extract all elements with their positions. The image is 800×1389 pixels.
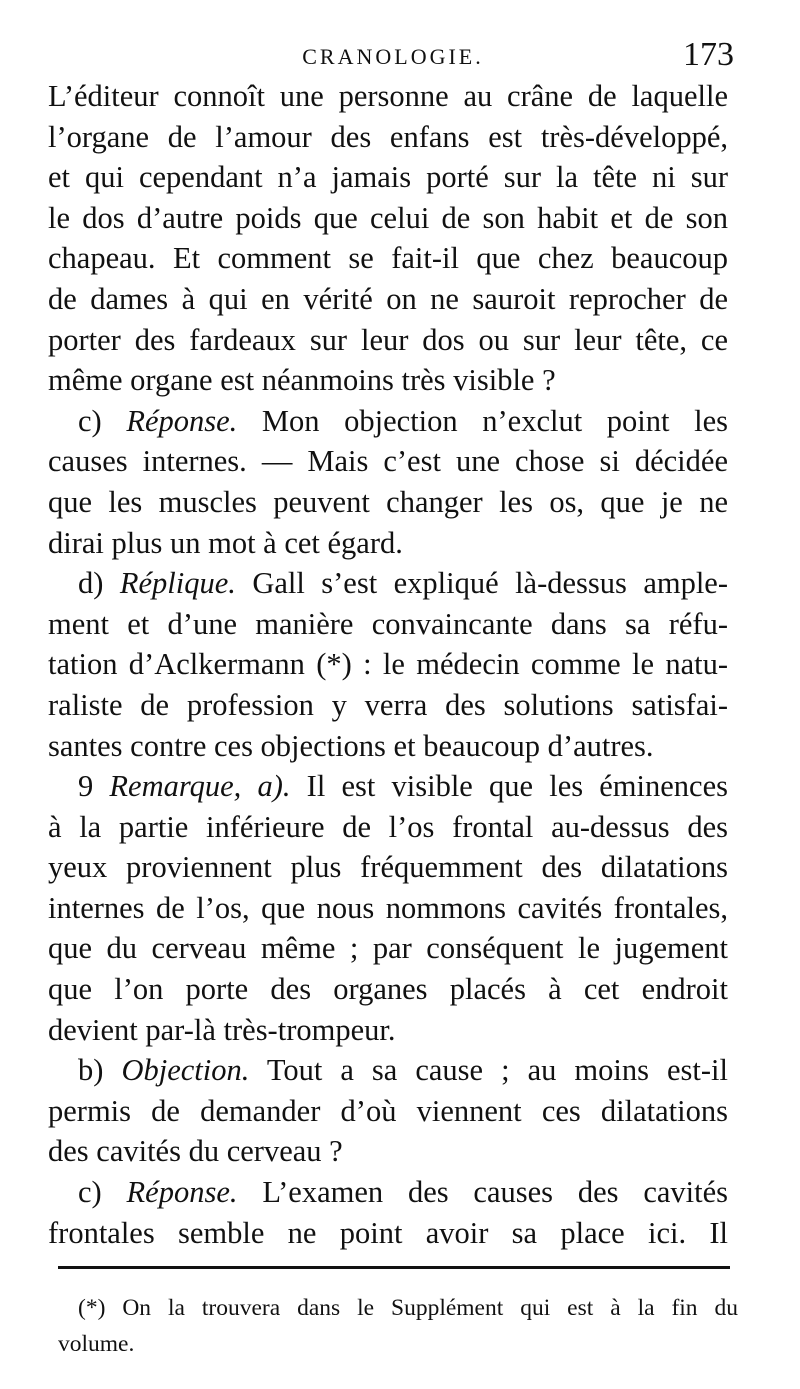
text-line: frontales semble ne point avoir sa place ici. Il <box>48 1215 728 1250</box>
text-line: santes contre ces objections et beaucoup d’autres. <box>48 728 654 763</box>
paragraph-label: c) <box>78 1175 102 1210</box>
footnote-line: volume. <box>58 1331 135 1357</box>
text-segment: Il est visible que les éminences <box>306 769 728 804</box>
paragraph-label: c) <box>78 403 102 438</box>
text-line: ment et d’une manière convaincante dans sa réfu- <box>48 606 728 641</box>
text-line: tation d’Aclkermann (*) : le médecin comme le natu- <box>48 647 728 682</box>
paragraph-b-objection-first-line <box>48 1050 728 1091</box>
paragraph-label: b) <box>78 1053 104 1088</box>
paragraph-keyword: Réplique. <box>119 566 236 601</box>
running-head <box>48 34 738 78</box>
paragraph-label: d) <box>78 566 104 601</box>
text-line: internes de l’os, que nous nommons cavités frontales, <box>48 890 728 925</box>
page-number: 173 <box>683 36 734 73</box>
text-segment: Tout a sa cause ; au moins est-il <box>266 1053 728 1088</box>
footnote-line: (*) On la trouvera dans le Supplément qui est à la fin du <box>78 1295 738 1321</box>
text-line: que l’on porte des organes placés à cet endroit <box>48 972 728 1007</box>
running-head-title: CRANOLOGIE. <box>302 44 484 69</box>
text-line: permis de demander d’où viennent ces dilatations <box>48 1093 728 1128</box>
footnote-divider <box>58 1266 730 1269</box>
body-text <box>48 76 728 1253</box>
text-line: causes internes. — Mais c’est une chose si décidée <box>48 444 728 479</box>
text-line: de dames à qui en vérité on ne sauroit reprocher de <box>48 281 728 316</box>
text-line: que les muscles peuvent changer les os, que je ne <box>48 484 728 519</box>
text-line: le dos d’autre poids que celui de son habit et de son <box>48 200 728 235</box>
paragraph-keyword: Réponse. <box>126 403 238 438</box>
text-segment: Gall s’est expliqué là-dessus ample- <box>252 566 728 601</box>
paragraph-9-remarque-first-line <box>48 766 728 807</box>
text-line: yeux proviennent plus fréquemment des dilatations <box>48 850 728 885</box>
text-line: chapeau. Et comment se fait-il que chez beaucoup <box>48 241 728 276</box>
paragraph-keyword: Remarque, a). <box>109 769 291 804</box>
text-line: même organe est néanmoins très visible ? <box>48 363 556 398</box>
text-line: l’organe de l’amour des enfans est très-développé, <box>48 119 728 154</box>
text-line: raliste de profession y verra des solutions satisfai- <box>48 687 728 722</box>
text-line: des cavités du cerveau ? <box>48 1134 343 1169</box>
paragraph-c-reponse-first-line <box>48 401 728 442</box>
paragraph-keyword: Objection. <box>121 1053 250 1088</box>
text-line: que du cerveau même ; par conséquent le jugement <box>48 931 728 966</box>
text-line: porter des fardeaux sur leur dos ou sur leur tête, ce <box>48 322 728 357</box>
text-line: L’éditeur connoît une personne au crâne de laquelle <box>48 79 728 113</box>
paragraph-keyword: Réponse. <box>126 1175 238 1210</box>
paragraph-label: 9 <box>78 769 94 804</box>
text-line: devient par-là très-trompeur. <box>48 1012 396 1047</box>
text-line: et qui cependant n’a jamais porté sur la tête ni sur <box>48 160 728 195</box>
text-line: à la partie inférieure de l’os frontal au-dessus des <box>48 809 728 844</box>
footnote <box>58 1290 738 1362</box>
text-segment: Mon objection n’exclut point les <box>261 403 728 438</box>
paragraph-d-replique-first-line <box>48 563 728 604</box>
paragraph-c-reponse-2-first-line <box>48 1172 728 1213</box>
text-segment: L’examen des causes des cavités <box>262 1175 728 1210</box>
text-line: dirai plus un mot à cet égard. <box>48 525 403 560</box>
